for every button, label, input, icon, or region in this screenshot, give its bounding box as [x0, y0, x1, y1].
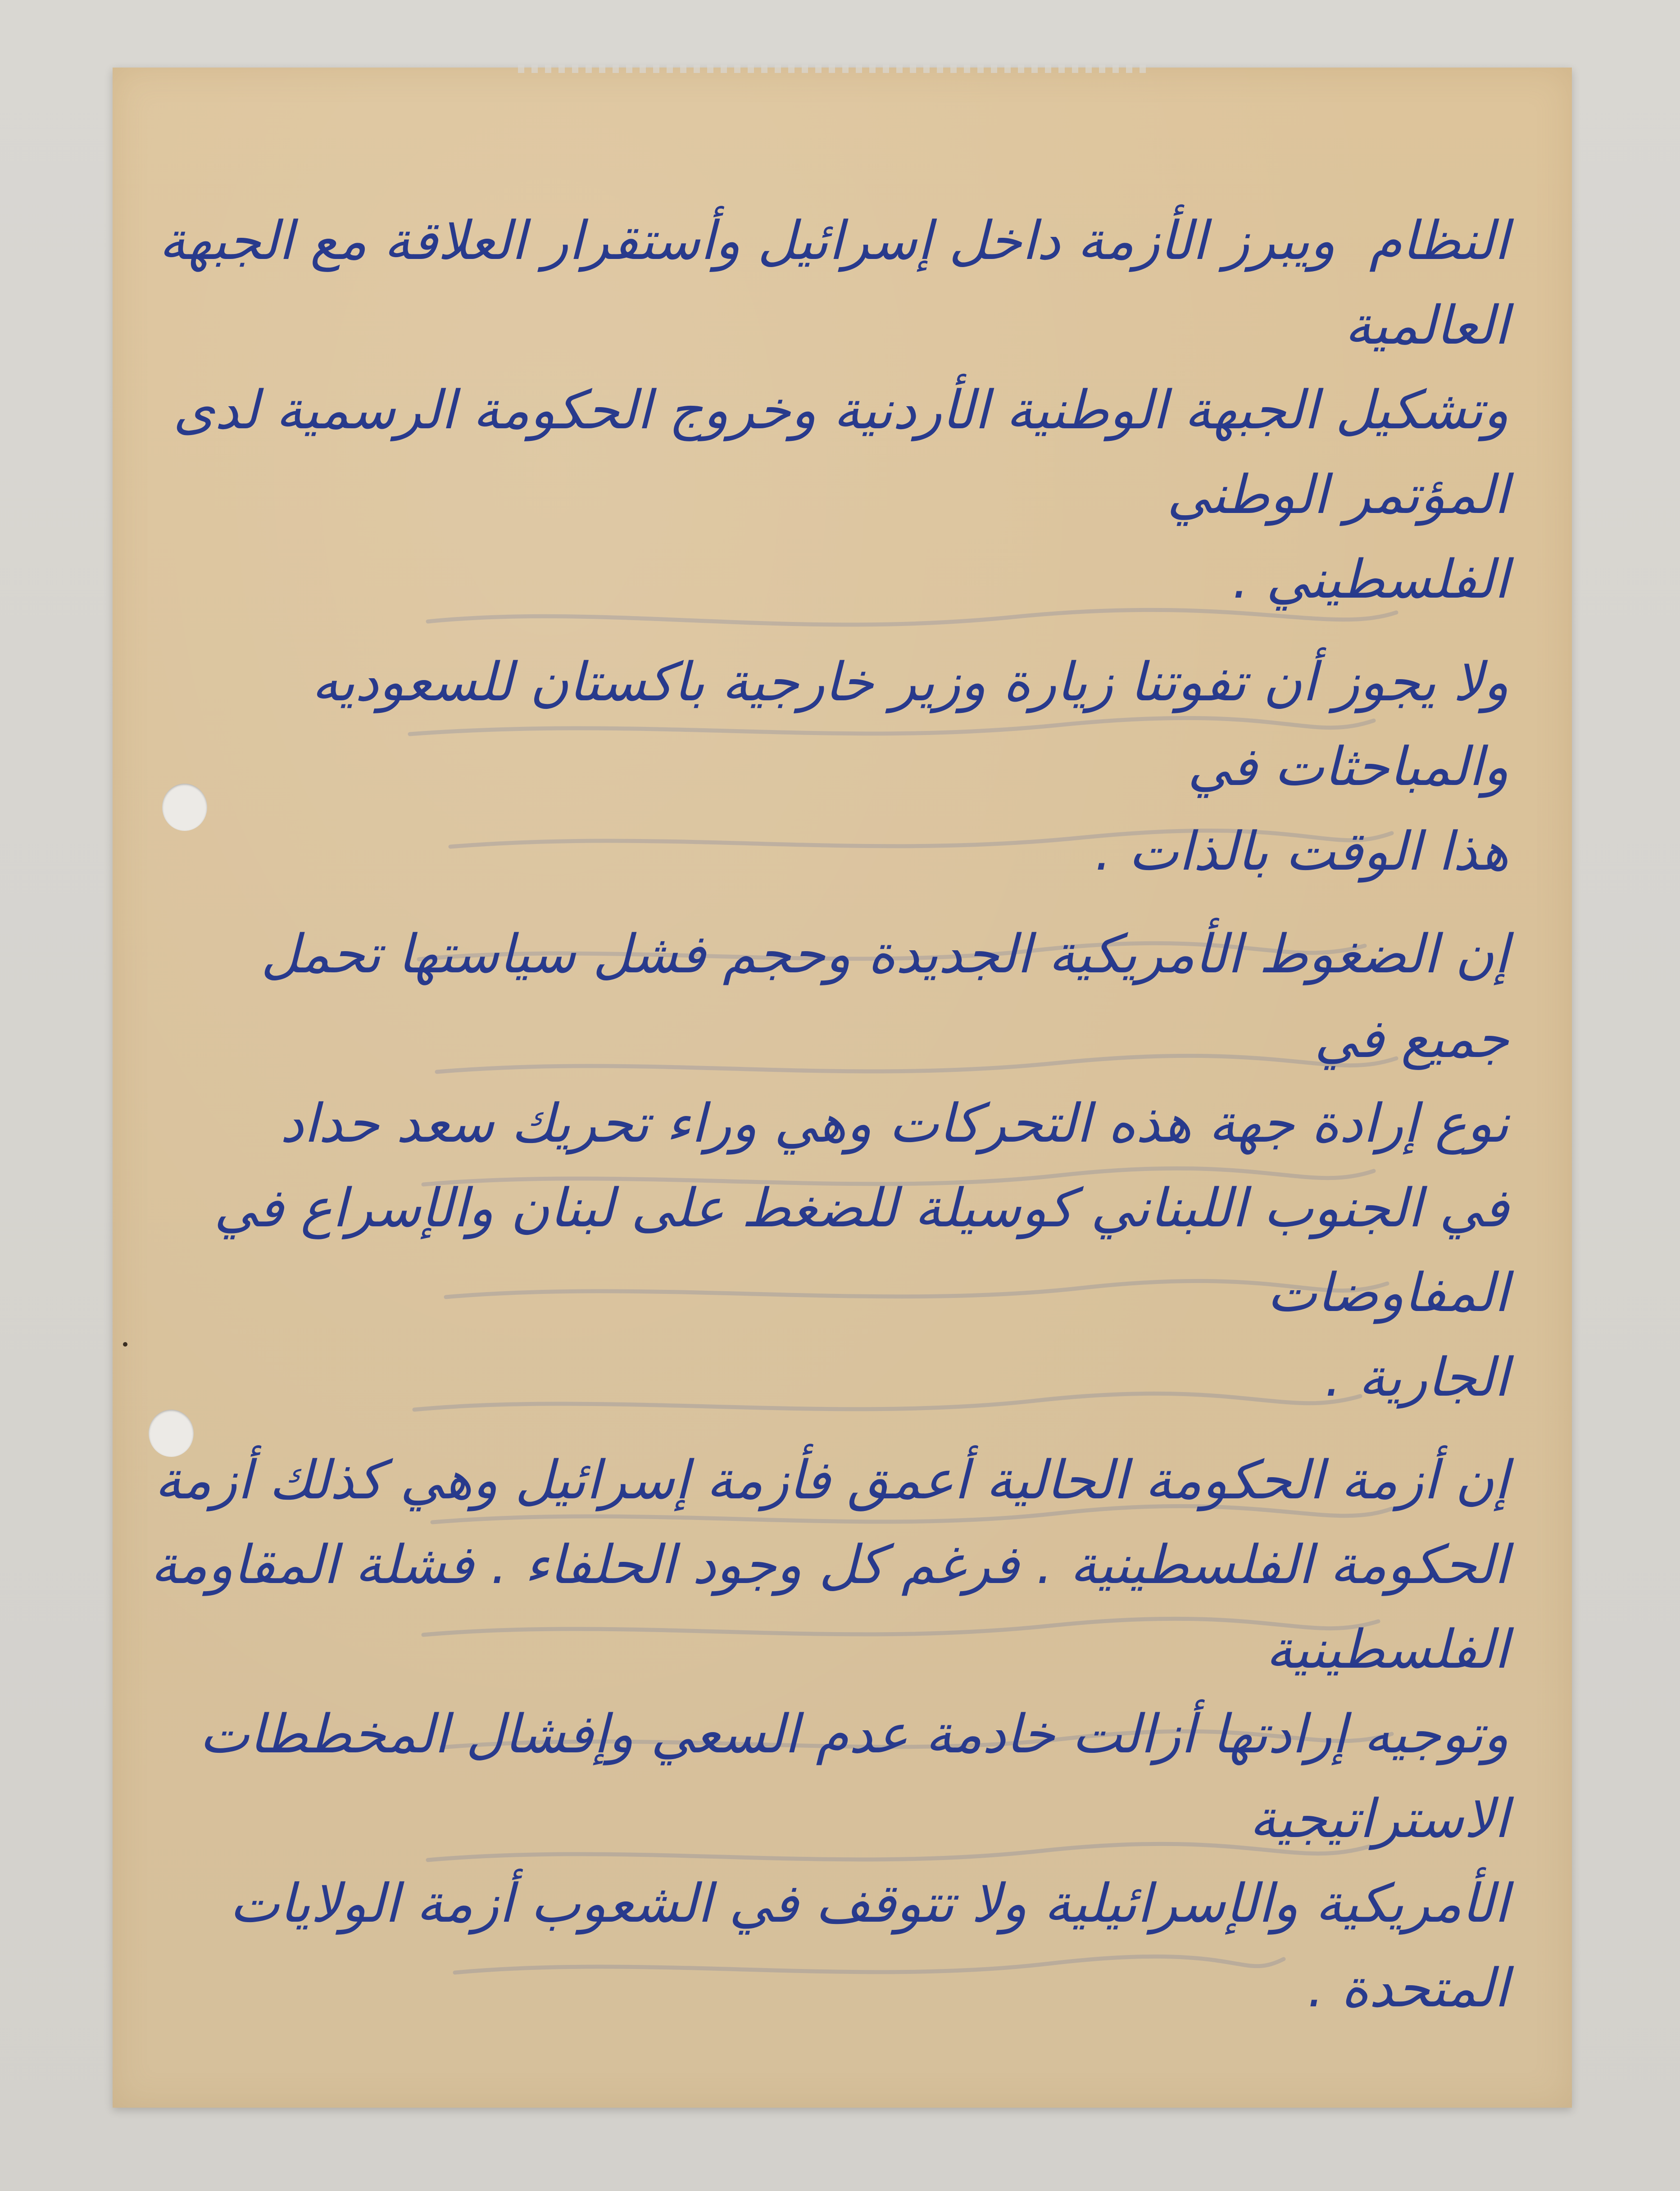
paper-sheet [113, 68, 1572, 2108]
paragraph-3-line-3: في الجنوب اللبناني كوسيلة للضغط على لبنان والإسراع في المفاوضات [197, 1177, 1509, 1324]
paragraph-4-line-1: إن أزمة الحكومة الحالية أعمق فأزمة إسرائيل وهي كذلك أزمة [154, 1449, 1509, 1511]
paragraph-4-line-2: الحكومة الفلسطينية . فرغم كل وجود الحلفاء . فشلة المقاومة الفلسطينية [133, 1533, 1509, 1680]
paragraph-1-line-1: النظام ويبرز الأزمة داخل إسرائيل وأستقرار العلاقة مع الجبهة العالمية [142, 209, 1509, 356]
ink-speck [123, 1342, 127, 1347]
paragraph-2-line-2: هذا الوقت بالذات . [1094, 820, 1509, 882]
paragraph-1-line-3: الفلسطيني . [1232, 548, 1509, 610]
handwritten-text-body [133, 198, 1509, 2030]
paragraph-2-line-1: ولا يجوز أن تفوتنا زيارة وزير خارجية باكستان للسعوديه والمباحثات في [295, 651, 1509, 798]
paragraph-3-line-1: إن الضغوط الأمريكية الجديدة وحجم فشل سياستها تحمل جميع في [244, 923, 1509, 1070]
paragraph-1-line-2: وتشكيل الجبهة الوطنية الأردنية وخروج الحكومة الرسمية لدى المؤتمر الوطني [156, 379, 1509, 526]
paragraph-3-line-2: نوع إرادة جهة هذه التحركات وهي وراء تحريك سعد حداد [280, 1092, 1509, 1154]
paragraph-4-line-4: الأمريكية والإسرائيلية ولا تتوقف في الشعوب أزمة الولايات المتحدة . [213, 1872, 1509, 2019]
paragraph-4-line-3: وتوجيه إرادتها أزالت خادمة عدم السعي وإفشال المخططات الاستراتيجية [182, 1703, 1509, 1850]
paragraph-3-line-4: الجارية . [1325, 1346, 1509, 1408]
